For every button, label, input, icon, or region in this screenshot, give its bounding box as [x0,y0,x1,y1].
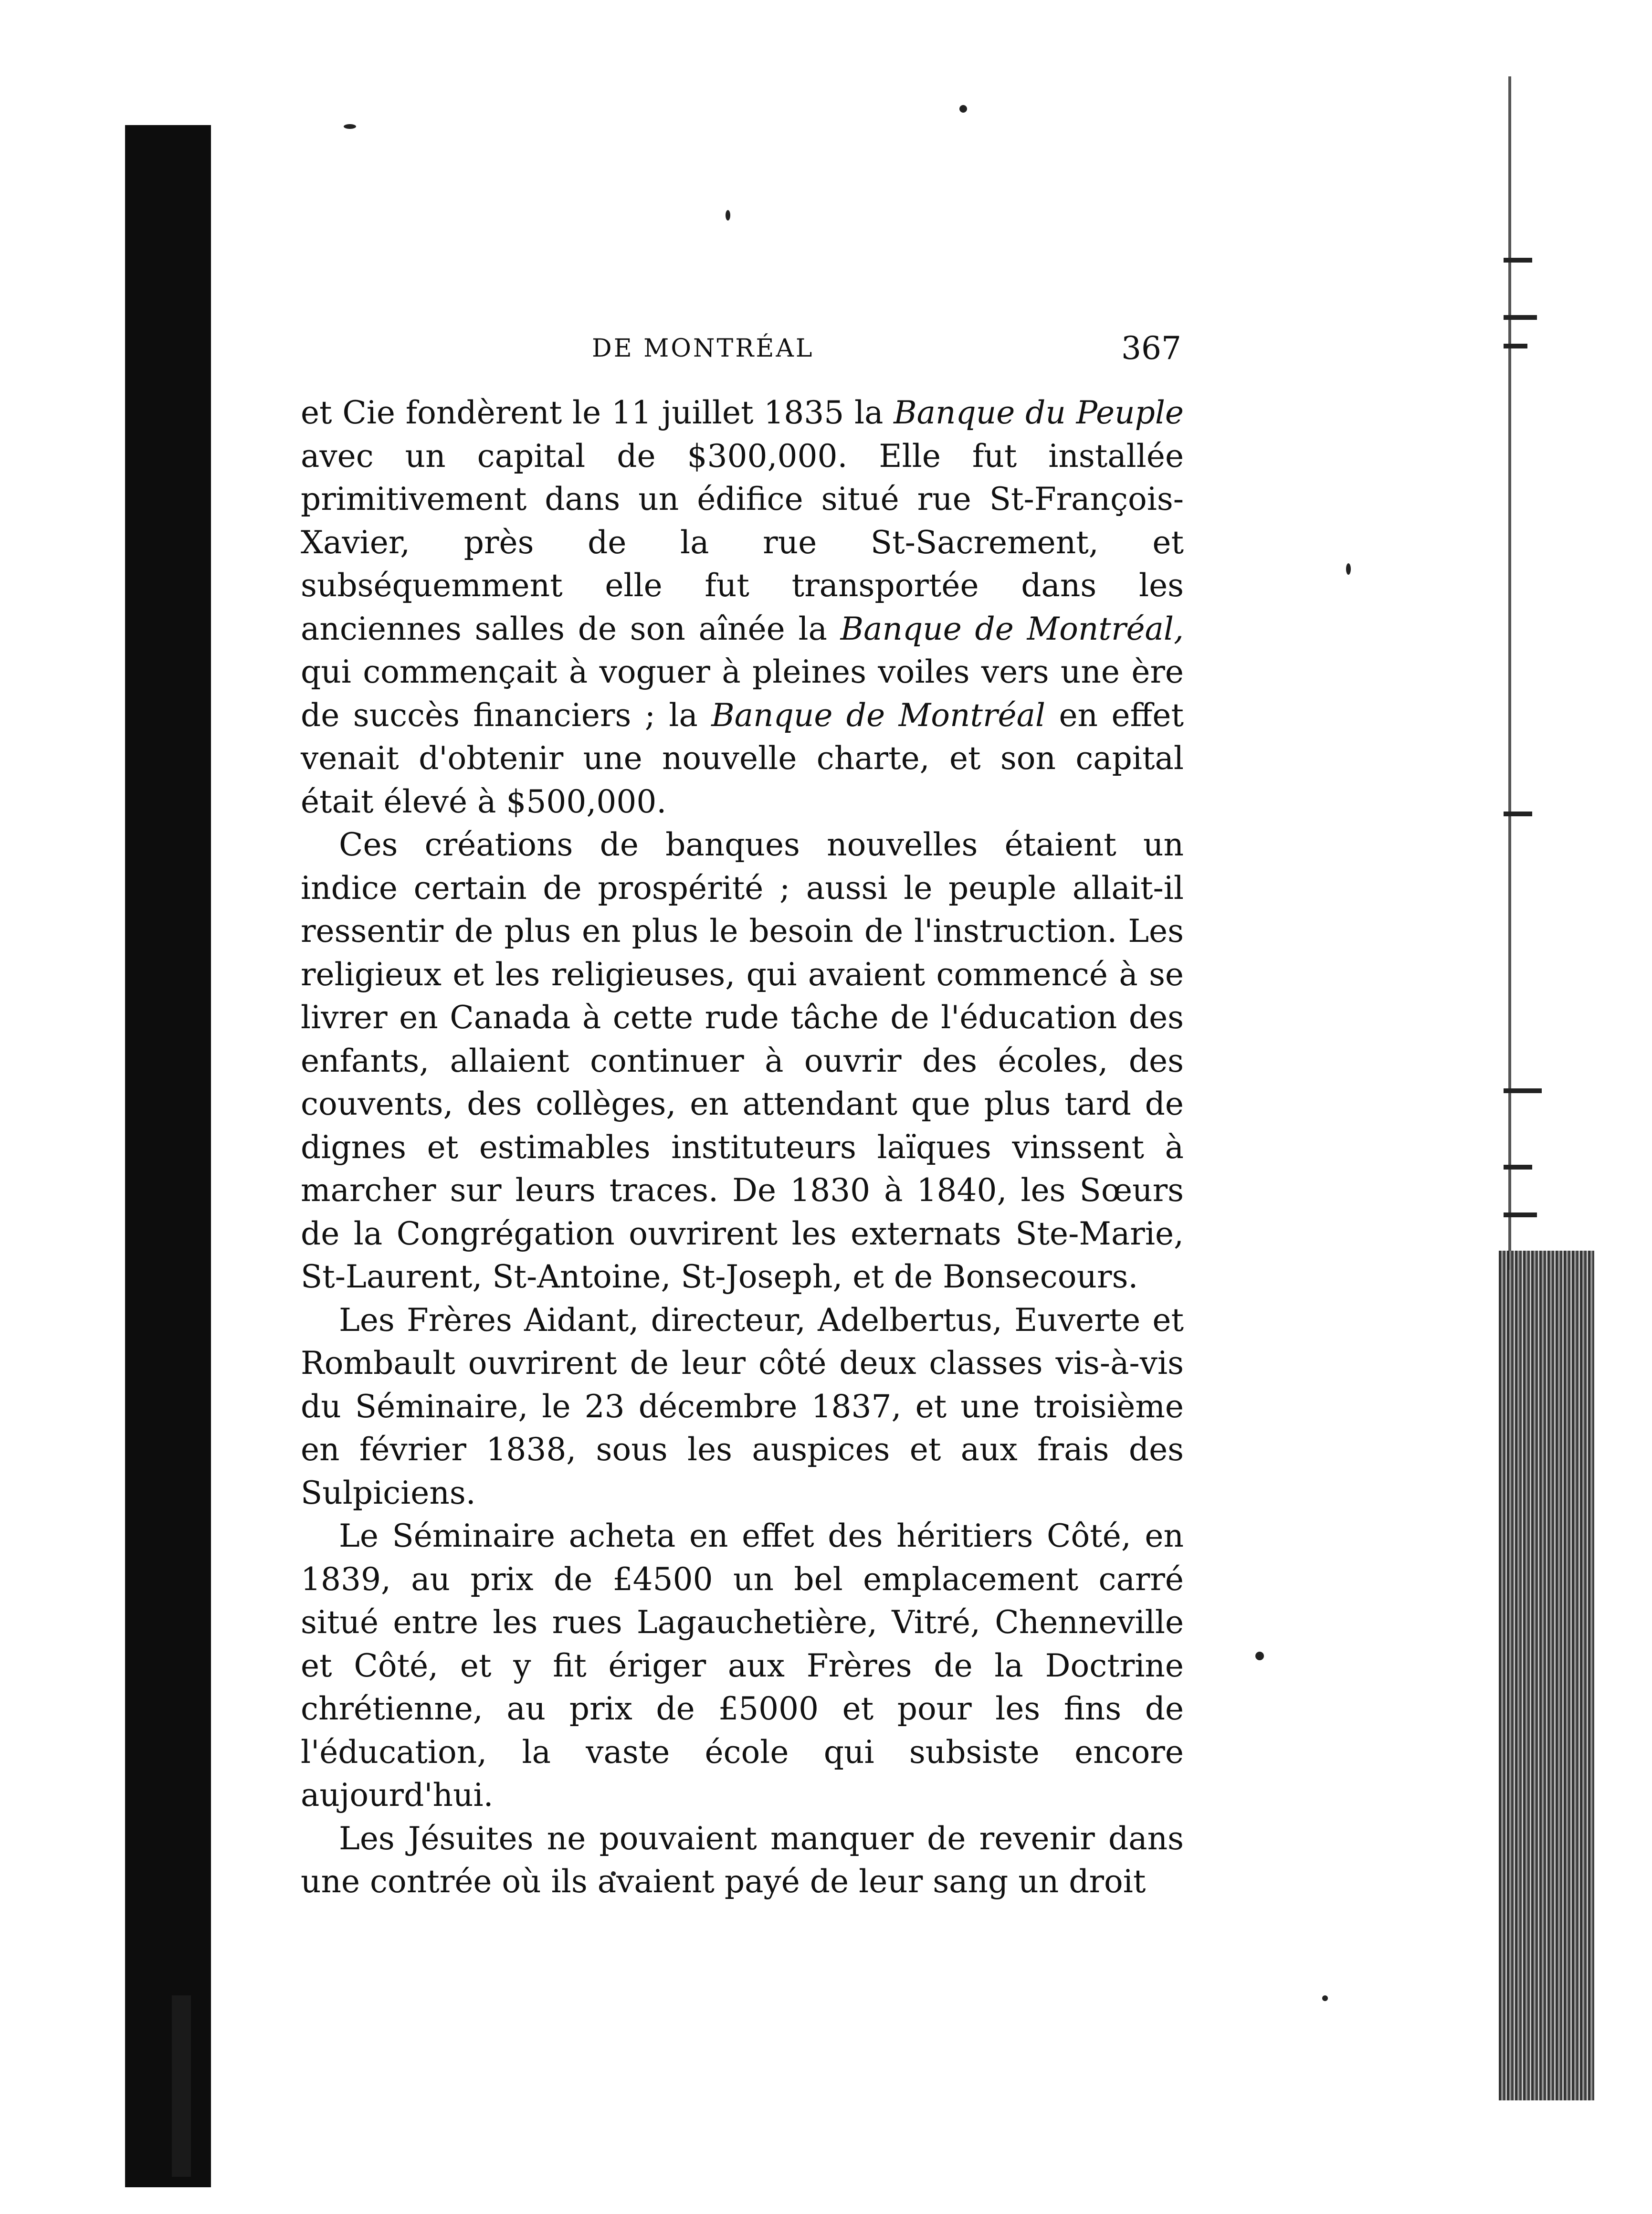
binding-shadow-tail [172,1995,191,2177]
scan-speck [1346,563,1351,575]
scan-edge-noise [1494,76,1594,2100]
text-run: qui commençait à voguer à pleines voiles vers une ère de succès financiers ; la [301,654,1184,734]
scan-edge-mark [1504,315,1537,320]
scan-edge-mark [1504,258,1532,263]
scan-edge-mark [1504,812,1532,816]
scan-edge-mark [1504,1165,1532,1170]
scan-edge-mark [1504,1088,1542,1093]
page-number: 367 [1121,330,1181,367]
paragraph: Les Frères Aidant, directeur, Adelbertus, Euverte et Rombault ouvrirent de leur côté deux classes vis-à-vis du Séminaire, le 23 décembre 1837, et une troisième en février 1838, sous les auspices et aux frais des Sulpiciens. [301,1301,1184,1511]
paragraph: Ces créations de banques nouvelles étaient un indice certain de prospérité ; aussi le peuple allait-il ressentir de plus en plus le besoin de l'instruction. Les religieux et les religieuses, qui avaient commencé à se livrer en Canada à cette rude tâche de l'éducation des enfants, allaient continuer à ouvrir des écoles, des couvents, des collèges, en attendant que plus tard de dignes et estimables instituteurs laïques vinssent à marcher sur leurs traces. De 1830 à 1840, les Sœurs de la Congrégation ouvrirent les externats Ste-Marie, St-Laurent, St-Antoine, St-Joseph, et de Bonsecours. [301,826,1184,1295]
text-run: avec un capital de $300,000. Elle fut installée primitivement dans un édifice situé rue St-François-Xavier, près de la rue St-Sacrement, et subséquemment elle fut transportée dans les anciennes salles de son aînée la [301,437,1184,647]
running-head: DE MONTRÉAL [592,334,814,363]
italic-bank-name: Banque de Montréal, [840,610,1184,647]
italic-bank-name: Banque du Peuple [894,394,1184,431]
scan-speck [726,210,730,221]
scan-speck [959,105,967,113]
body-text [301,391,1184,1904]
scan-edge-mark [1504,1212,1537,1217]
text-run: et Cie fondèrent le 11 juillet 1835 la [301,394,894,431]
text-run: en effet venait d'obtenir une nouvelle charte, et son capital était élevé à $500,000. [301,696,1184,820]
page-header [305,325,1181,372]
italic-bank-name: Banque de Montréal [711,696,1046,734]
scan-speck [1322,1995,1328,2001]
scan-edge-block [1499,1251,1594,2100]
scan-speck [344,124,356,129]
paragraph: Les Jésuites ne pouvaient manquer de revenir dans une contrée où ils avaient payé de leur sang un droit [301,1820,1184,1900]
binding-shadow [125,125,211,2187]
paragraph [301,391,1184,823]
paragraph: Le Séminaire acheta en effet des héritiers Côté, en 1839, au prix de £4500 un bel emplacement carré situé entre les rues Lagauchetière, Vitré, Chenneville et Côté, et y fit ériger aux Frères de la Doctrine chrétienne, au prix de £5000 et pour les fins de l'éducation, la vaste école qui subsiste encore aujourd'hui. [301,1518,1184,1813]
scan-speck [1255,1652,1264,1660]
scan-edge-mark [1504,344,1527,348]
